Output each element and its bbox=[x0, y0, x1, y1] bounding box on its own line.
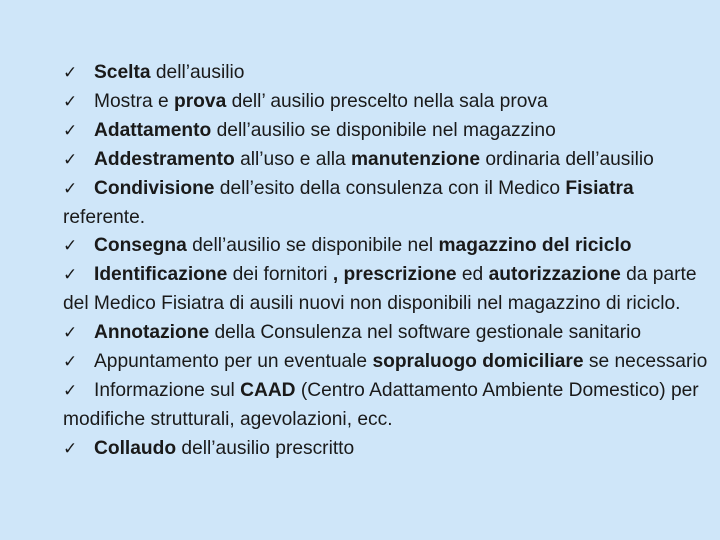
list-item bbox=[63, 435, 720, 464]
list-item bbox=[63, 88, 720, 117]
bold-text: Fisiatra bbox=[565, 177, 634, 199]
item-text: dell’ ausilio prescelto nella sala prova bbox=[226, 90, 548, 112]
item-text: Mostra e bbox=[94, 90, 174, 112]
checkmark-icon: ✓ bbox=[63, 63, 78, 83]
bold-text: Collaudo bbox=[94, 437, 177, 459]
list-item bbox=[63, 175, 720, 233]
list-item bbox=[63, 232, 720, 261]
item-text: (Centro Adattamento Ambiente Domestico) per modifiche strutturali, agevolazioni, ecc. bbox=[63, 379, 699, 430]
item-text: Appuntamento per un eventuale bbox=[94, 351, 373, 373]
item-text: dell’ausilio se disponibile nel bbox=[186, 235, 439, 257]
checklist bbox=[63, 59, 720, 464]
checkmark-icon: ✓ bbox=[63, 323, 78, 344]
bold-text: prova bbox=[173, 90, 227, 112]
item-text: Informazione sul bbox=[94, 379, 241, 401]
checkmark-icon: ✓ bbox=[63, 178, 78, 199]
checkmark-icon: ✓ bbox=[63, 149, 78, 170]
list-item bbox=[63, 319, 720, 348]
list-item bbox=[63, 117, 720, 146]
checkmark-icon: ✓ bbox=[63, 265, 78, 286]
item-text: della Consulenza nel software gestionale sanitario bbox=[209, 322, 642, 344]
checkmark-icon: ✓ bbox=[63, 352, 78, 373]
bold-text: sopraluogo domiciliare bbox=[372, 351, 584, 373]
item-text: all’uso e alla bbox=[234, 148, 351, 170]
bold-text: magazzino del riciclo bbox=[438, 235, 632, 257]
bold-text: manutenzione bbox=[351, 148, 480, 170]
list-item bbox=[63, 261, 720, 319]
item-text: referente. bbox=[63, 206, 146, 228]
item-text: dell’ausilio prescritto bbox=[176, 437, 355, 459]
item-text: dell’ausilio se disponibile nel magazzino bbox=[211, 119, 556, 141]
bold-text: Adattamento bbox=[94, 119, 212, 141]
checkmark-icon: ✓ bbox=[63, 91, 78, 112]
bold-text: Consegna bbox=[94, 235, 187, 257]
bold-text: Identificazione bbox=[94, 264, 228, 286]
item-text: da parte del Medico Fisiatra di ausili nuovi non disponibili nel magazzino di riciclo. bbox=[63, 264, 697, 315]
bold-text: Addestramento bbox=[94, 148, 235, 170]
item-text: dell’esito della consulenza con il Medico bbox=[214, 177, 566, 199]
checkmark-icon: ✓ bbox=[63, 438, 78, 459]
checkmark-icon: ✓ bbox=[63, 120, 78, 141]
bold-text: CAAD bbox=[240, 379, 296, 401]
list-item bbox=[63, 377, 720, 435]
list-item bbox=[63, 146, 720, 175]
bold-text: Scelta bbox=[94, 62, 151, 83]
item-text: dell’ausilio bbox=[150, 62, 245, 83]
bold-text: Annotazione bbox=[94, 322, 210, 344]
item-text: ed bbox=[456, 264, 489, 286]
item-text: se necessario bbox=[583, 351, 708, 373]
checkmark-icon: ✓ bbox=[63, 380, 78, 401]
list-item bbox=[63, 348, 720, 377]
item-text: dei fornitori bbox=[227, 264, 333, 286]
bold-text: autorizzazione bbox=[488, 264, 621, 286]
bold-text: Condivisione bbox=[94, 177, 215, 199]
bold-text: , prescrizione bbox=[332, 264, 457, 286]
list-item bbox=[63, 59, 720, 88]
checkmark-icon: ✓ bbox=[63, 236, 78, 257]
item-text: ordinaria dell’ausilio bbox=[480, 148, 654, 170]
